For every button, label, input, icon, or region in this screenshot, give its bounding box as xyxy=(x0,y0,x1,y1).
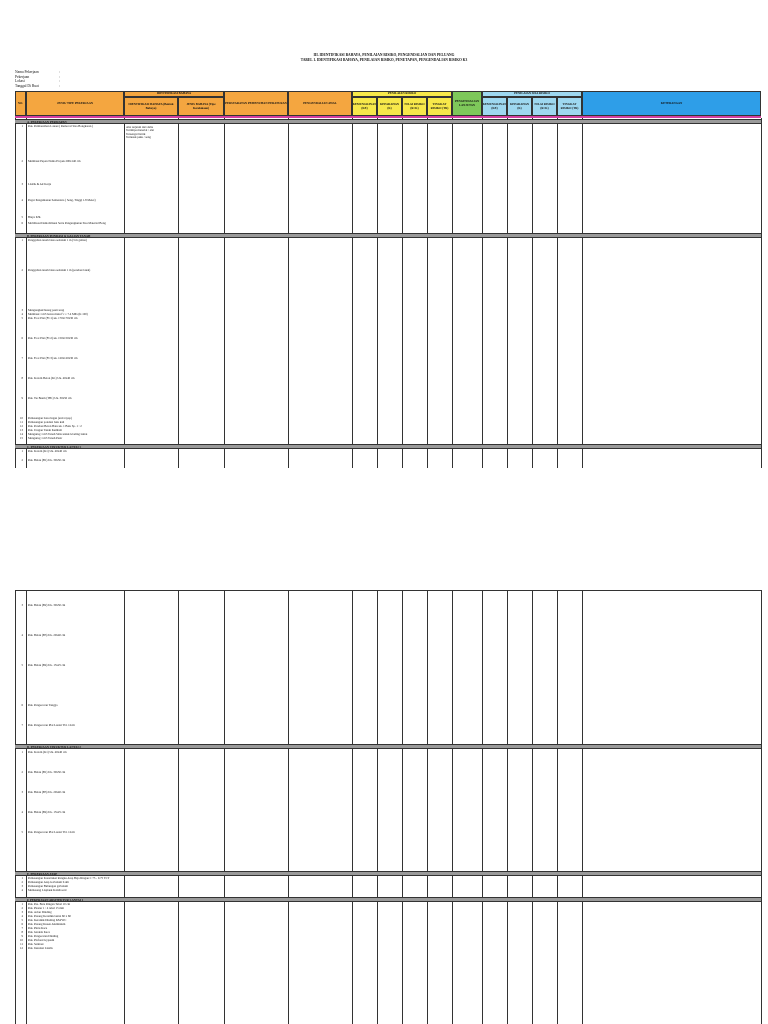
list-item: Pek. Plafond Gypsum xyxy=(28,938,55,942)
list-item: Membuat Papan Nama Proyek 200x140 cm xyxy=(28,159,81,163)
list-item: Pek. Pengecatan Dinding xyxy=(28,934,59,938)
list-item: Pek. Balok (B2) Uk. 30x50 cm xyxy=(28,603,66,607)
section-b-header: B. PEKERJAAN PONDASI & GALIAN TANAH xyxy=(15,233,761,238)
list-item: Pagar Pengamanan Sementara ( Seng, Tinggi 1.8 Meter) xyxy=(28,198,96,202)
list-item: Biaya K3L xyxy=(28,215,42,219)
hdr-no: NO. xyxy=(15,91,26,116)
list-item: Pek. Keramik Dinding KM/WC xyxy=(28,918,67,922)
list-item: Pek. Pasang Kusen Aluminium xyxy=(28,922,66,926)
list-item: Pek. Pas. Bata Ringan Tebal 10 cm xyxy=(28,902,71,906)
hdr-persyaratan: PERSYARATAN PEMENUHAN PERATURAN xyxy=(224,91,288,116)
hdr-keparahan-2: KEPARAHAN (K) xyxy=(507,97,532,116)
list-item: Pek. Pengecoran Plat Lantai Tbl. 12cm xyxy=(28,723,75,727)
list-item: Penggalian tanah biasa sedalam 1 m (3 m galian) xyxy=(28,238,87,242)
list-item: Pek. Kolom Beton (K1) Uk. 40x40 cm xyxy=(28,376,75,380)
list-item: Pek. Urugan Tanah Kembali xyxy=(28,428,63,432)
list-item: Pek. Kolom (K1) Uk. 40x40 cm xyxy=(28,449,67,453)
list-item: Pek. Pasang Keramik lantai 60 x 60 xyxy=(28,914,71,918)
list-item: Pek. Pintu Kaca xyxy=(28,926,48,930)
list-item: Pek. Balok (B3) Uk. 20x40 cm xyxy=(28,790,66,794)
list-item: Membuat 1 m3 beton mutu f'c = 7.4 MPa (K 100) xyxy=(28,312,88,316)
list-item: Pek. Foot Plat (FC1) uk. 170x170x30 cm xyxy=(28,316,78,320)
list-item: Mobilisasi Demobilisasi Serta Pengangkutan Sisa Material Bong xyxy=(28,221,106,225)
list-item: Pek. Pembersihan Lokasi ( Removal Sisa Bongkaran ) xyxy=(28,124,94,128)
doc-meta xyxy=(15,70,60,88)
list-item: Mengurug 1 m3 Tanah Pasir xyxy=(28,436,63,440)
hdr-penilaian-group: PENILAIAN RISIKO xyxy=(352,91,452,97)
list-item: Pek. Sanitasi xyxy=(28,942,44,946)
list-item: Pek. Balok (B3) Uk. 20x40 cm xyxy=(28,633,66,637)
list-item: Pek. Pondasi Beton Batu uk. 1 Batu Sp. 1 : 2 xyxy=(28,424,82,428)
hdr-tingkat-2: TINGKAT RISIKO (TR) xyxy=(557,97,582,116)
doc-title-2: TABEL 1. IDENTIFIKASI BAHAYA, PENILAIAN RISIKO, PENETAPAN, PENGENDALIAN RISIKO K3 xyxy=(300,58,468,62)
hdr-identifikasi-group: IDENTIFIKASI BAHAYA xyxy=(124,91,224,97)
hdr-jenis-bahaya: JENIS BAHAYA (Tipe Kecelakaan) xyxy=(178,97,224,116)
list-item: Pek. Acian Dinding xyxy=(28,910,52,914)
hdr-nilai: NILAI RISIKO (R=K) xyxy=(402,97,427,116)
hdr-jenis: JENIS/ TIPE PEKERJAAN xyxy=(26,91,124,116)
hdr-keparahan: KEPARAHAN (K) xyxy=(377,97,402,116)
list-item: Mengangkut/buang pasir urug xyxy=(28,308,65,312)
list-item: Pek. Balok (B4) Uk. 15x25 cm xyxy=(28,810,66,814)
list-item: Pemasangan Atap Galvalum 0.4m xyxy=(28,880,69,884)
section-d-header: D. PEKERJAAN STRUKTUR LANTAI 2 xyxy=(15,744,761,749)
page-1: III. IDENTIFIKASI BAHAYA, PENILAIAN RISIKO, PENGENDALIAN DAN PELUANG TABEL 1. IDENTIFIKASI BAHAYA, PENILAIAN RISIKO, PENETAPAN, PENGENDALIAN RISIKO K3 Nama Pekerjaan : Pekerjaan : Lokasi : Tanggal Di Buat : NO. JENIS/ TIPE PEKERJAAN IDENTIFIKASI BAHAYA IDENTIFIKASI BAHAYA (Bentuk Bahaya) JENIS BAHAYA (Tipe Kecelakaan) PERSYARATAN PEMENUHAN PERATURAN PENGENDALIAN AWAL PENILAIAN RISIKO KEMUNGKINAN (KE) KEPARAHAN (K) NILAI RISIKO (R=K) TINGKAT RISIKO (TR) PENGENDALIAN LANJUTAN PENILAIAN SISA RISIKO KEMUNGKINAN (KE) KEPARAHAN (K) NILAI RISIKO (R=K) TINGKAT RISIKO (TR) KETERANGAN A. PEKERJAAN PERSIAPAN 1 Pek. Pembersihan Lokasi ( Removal Sisa Bongkaran ) 2 Membuat Papan Nama Proyek 200x140 cm 3 Listrik & Air Kerja 4 Pagar Pengamanan Sementara ( Seng, Tinggi 1.8 Meter) 5 Biaya K3L 6 Mobilisasi Demobilisasi Serta Pengangkutan Sisa Material Bong Alat terjatuh dari debu Tertimpa material / alat Tersengat listrik Tertusuk paku / seng B. PEKERJAAN PONDASI & GALIAN TANAH 1 Penggalian tanah biasa sedalam 1 m (3 m galian) 2 Penggalian tanah biasa sedalam 1 m (pondasi lokal) 3 Mengangkut/buang pasir urug 4 Membuat 1 m3 beton mutu f'c = 7.4 MPa (K 100) 5 Pek. Foot Plat (FC1) uk. 170x170x30 cm 6 Pek. Foot Plat (FC2) uk. 150x150x30 cm 7 Pek. Foot Plat (FC3) uk. 120x120x30 cm 8 Pek. Kolom Beton (K1) Uk. 40x40 cm 9 Pek. Tie Beam (TB1) Uk. 30x50 cm 10 Pemasangan bata ringan (anti rayap) 11 Pemasangan pondasi batu kali 12 Pek. Pondasi Beton Batu uk. 1 Batu Sp. 1 : 2 13 Pek. Urugan Tanah Kembali 14 Mengurug 1 m3 Tanah Sirtu untuk leveling lantai 15 Mengurug 1 m3 Tanah Pasir C. PEKERJAAN STRUKTUR LANTAI 1 1 Pek. Kolom (K1) Uk. 40x40 cm 2 Pek. Balok (B1) Uk. 30x50 cm xyxy=(0,0,768,468)
section-c-header: C. PEKERJAAN STRUKTUR LANTAI 1 xyxy=(15,444,761,449)
list-item: Memasang Lisplank Kalsiboard xyxy=(28,888,67,892)
hdr-pengendalian-awal: PENGENDALIAN AWAL xyxy=(288,91,352,116)
page-2: 3 Pek. Balok (B2) Uk. 30x50 cm 4 Pek. Balok (B3) Uk. 20x40 cm 5 Pek. Balok (B4) Uk. 15x25 cm 6 Pek. Pengecoran Tangga 7 Pek. Pengecoran Plat Lantai Tbl. 12cm D. PEKERJAAN STRUKTUR LANTAI 2 1 Pek. Kolom (K1) Uk. 40x40 cm 2 Pek. Balok (B1) Uk. 30x50 cm 3 Pek. Balok (B3) Uk. 20x40 cm 4 Pek. Balok (B4) Uk. 15x25 cm 5 Pek. Pengecoran Plat Lantai Tbl. 12cm E. PEKERJAAN ATAP 1 Pemasangan Konstruksi Rangka Atap Baja Ringan C 75 - 0.75 TCT 2 Pemasangan Atap Galvalum 0.4m 3 Pemasangan Bubungan galvalum 4 Memasang Lisplank Kalsiboard F. PEKERJAAN ARSITEKTUR LANTAI 1 1 Pek. Pas. Bata Ringan Tebal 10 cm 2 Pek. Plester 1 : 4 tebal 15 mm 3 Pek. Acian Dinding 4 Pek. Pasang Keramik lantai 60 x 60 5 Pek. Keramik Dinding KM/WC 6 Pek. Pasang Kusen Aluminium 7 Pek. Pintu Kaca 8 Pek. Jendela Kaca 9 Pek. Pengecatan Dinding 10 Pek. Plafond Gypsum 11 Pek. Sanitasi 12 Pek. Instalasi Listrik xyxy=(0,590,768,1024)
section-f-header: F. PEKERJAAN ARSITEKTUR LANTAI 1 xyxy=(15,897,761,902)
hazard-text: Alat terjatuh dari debu Tertimpa material / alat Tersengat listrik Tertusuk paku / seng xyxy=(126,125,155,140)
list-item: Pek. Plester 1 : 4 tebal 15 mm xyxy=(28,906,64,910)
list-item: Pek. Instalasi Listrik xyxy=(28,946,53,950)
meta-row: Nama Pekerjaan : xyxy=(15,70,60,74)
list-item: Pek. Balok (B4) Uk. 15x25 cm xyxy=(28,663,66,667)
list-item: Pek. Pengecoran Plat Lantai Tbl. 12cm xyxy=(28,830,75,834)
section-a-header: A. PEKERJAAN PERSIAPAN xyxy=(15,119,761,124)
hdr-kemungkinan: KEMUNGKINAN (KE) xyxy=(352,97,377,116)
hdr-penilaian-sisa-group: PENILAIAN SISA RISIKO xyxy=(482,91,582,97)
list-item: Pek. Pengecoran Tangga xyxy=(28,703,58,707)
hdr-pengendalian-lanjutan: PENGENDALIAN LANJUTAN xyxy=(452,91,482,116)
hdr-tingkat: TINGKAT RISIKO (TR) xyxy=(427,97,452,116)
meta-row: Pekerjaan : xyxy=(15,74,60,79)
list-item: Mengurug 1 m3 Tanah Sirtu untuk leveling lantai xyxy=(28,432,88,436)
hdr-identifikasi: IDENTIFIKASI BAHAYA (Bentuk Bahaya) xyxy=(124,97,178,116)
list-item: Pemasangan Konstruksi Rangka Atap Baja Ringan C 75 - 0.75 TCT xyxy=(28,876,110,880)
doc-title-1: III. IDENTIFIKASI BAHAYA, PENILAIAN RISIKO, PENGENDALIAN DAN PELUANG xyxy=(313,53,455,57)
list-item: Pemasangan Bubungan galvalum xyxy=(28,884,68,888)
hdr-nilai-2: NILAI RISIKO (R=K) xyxy=(532,97,557,116)
list-item: Pek. Foot Plat (FC3) uk. 120x120x30 cm xyxy=(28,356,78,360)
header-divider xyxy=(15,116,761,118)
list-item: Penggalian tanah biasa sedalam 1 m (pondasi lokal) xyxy=(28,268,91,272)
list-item: Pek. Balok (B1) Uk. 30x50 cm xyxy=(28,458,66,462)
list-item: Pek. Kolom (K1) Uk. 40x40 cm xyxy=(28,750,67,754)
list-item: Pek. Jendela Kaca xyxy=(28,930,50,934)
list-item: Pemasangan pondasi batu kali xyxy=(28,420,65,424)
list-item: Pek. Foot Plat (FC2) uk. 150x150x30 cm xyxy=(28,336,78,340)
hdr-kemungkinan-2: KEMUNGKINAN (KE) xyxy=(482,97,507,116)
list-item: Listrik & Air Kerja xyxy=(28,182,52,186)
list-item: Pemasangan bata ringan (anti rayap) xyxy=(28,416,72,420)
meta-row: Lokasi : xyxy=(15,79,60,84)
list-item: Pek. Balok (B1) Uk. 30x50 cm xyxy=(28,770,66,774)
hdr-keterangan: KETERANGAN xyxy=(582,91,761,116)
section-e-header: E. PEKERJAAN ATAP xyxy=(15,871,761,876)
meta-row: Tanggal Di Buat : xyxy=(15,83,60,88)
list-item: Pek. Tie Beam (TB1) Uk. 30x50 cm xyxy=(28,396,72,400)
